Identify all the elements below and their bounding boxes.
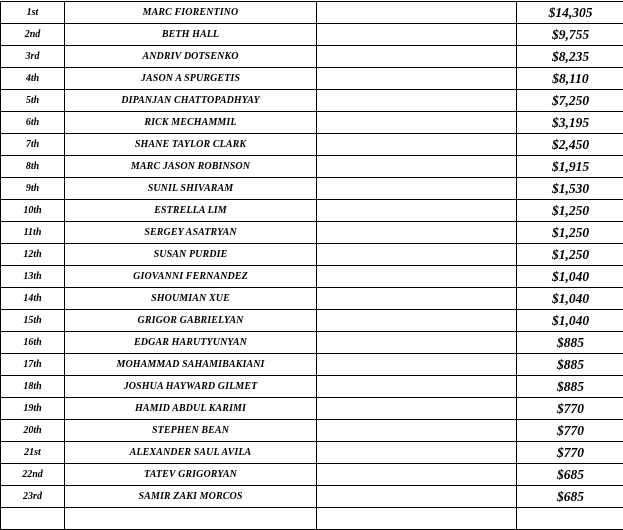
empty-cell — [317, 2, 517, 24]
table-row — [1, 244, 623, 266]
finish-place-cell: 14th — [1, 288, 65, 310]
prize-amount-cell: $885 — [517, 332, 623, 354]
table-row — [1, 420, 623, 442]
finish-place-cell: 13th — [1, 266, 65, 288]
player-name-cell: SERGEY ASATRYAN — [65, 222, 317, 244]
player-name-cell: SUNIL SHIVARAM — [65, 178, 317, 200]
table-row — [1, 354, 623, 376]
player-name-cell: ESTRELLA LIM — [65, 200, 317, 222]
finish-place-cell: 1st — [1, 2, 65, 24]
table-row — [1, 332, 623, 354]
player-name-cell: RICK MECHAMMIL — [65, 112, 317, 134]
prize-amount-cell: $8,235 — [517, 46, 623, 68]
finish-place-cell: 17th — [1, 354, 65, 376]
prize-amount-cell: $770 — [517, 398, 623, 420]
empty-cell — [317, 420, 517, 442]
player-name-cell: JASON A SPURGETIS — [65, 68, 317, 90]
empty-cell — [317, 486, 517, 508]
player-name-cell: HAMID ABDUL KARIMI — [65, 398, 317, 420]
empty-cell — [317, 376, 517, 398]
prize-amount-cell: $1,250 — [517, 222, 623, 244]
empty-cell — [317, 46, 517, 68]
table-row — [1, 134, 623, 156]
empty-cell — [317, 332, 517, 354]
table-row — [1, 46, 623, 68]
prize-amount-cell: $1,250 — [517, 244, 623, 266]
finish-place-cell: 5th — [1, 90, 65, 112]
player-name-cell: TATEV GRIGORYAN — [65, 464, 317, 486]
player-name-cell — [65, 508, 317, 530]
prize-amount-cell: $2,450 — [517, 134, 623, 156]
empty-cell — [317, 288, 517, 310]
player-name-cell: JOSHUA HAYWARD GILMET — [65, 376, 317, 398]
player-name-cell: MARC JASON ROBINSON — [65, 156, 317, 178]
empty-cell — [317, 134, 517, 156]
empty-cell — [317, 464, 517, 486]
empty-cell — [317, 442, 517, 464]
empty-cell — [317, 508, 517, 530]
player-name-cell: MARC FIORENTINO — [65, 2, 317, 24]
player-name-cell: SHOUMIAN XUE — [65, 288, 317, 310]
finish-place-cell: 3rd — [1, 46, 65, 68]
finish-place-cell: 18th — [1, 376, 65, 398]
table-row — [1, 486, 623, 508]
player-name-cell: SUSAN PURDIE — [65, 244, 317, 266]
prize-amount-cell — [517, 508, 623, 530]
empty-cell — [317, 354, 517, 376]
table-row — [1, 508, 623, 530]
payout-results-table — [0, 1, 623, 530]
empty-cell — [317, 112, 517, 134]
player-name-cell: ALEXANDER SAUL AVILA — [65, 442, 317, 464]
finish-place-cell: 22nd — [1, 464, 65, 486]
finish-place-cell: 10th — [1, 200, 65, 222]
table-row — [1, 266, 623, 288]
prize-amount-cell: $7,250 — [517, 90, 623, 112]
empty-cell — [317, 398, 517, 420]
player-name-cell: ANDRIV DOTSENKO — [65, 46, 317, 68]
table-row — [1, 156, 623, 178]
table-row — [1, 24, 623, 46]
finish-place-cell: 6th — [1, 112, 65, 134]
empty-cell — [317, 310, 517, 332]
finish-place-cell: 11th — [1, 222, 65, 244]
empty-cell — [317, 178, 517, 200]
player-name-cell: BETH HALL — [65, 24, 317, 46]
player-name-cell: GRIGOR GABRIELYAN — [65, 310, 317, 332]
finish-place-cell: 21st — [1, 442, 65, 464]
table-row — [1, 68, 623, 90]
finish-place-cell: 20th — [1, 420, 65, 442]
prize-amount-cell: $770 — [517, 420, 623, 442]
table-row — [1, 2, 623, 24]
empty-cell — [317, 222, 517, 244]
finish-place-cell: 7th — [1, 134, 65, 156]
table-row — [1, 90, 623, 112]
player-name-cell: DIPANJAN CHATTOPADHYAY — [65, 90, 317, 112]
empty-cell — [317, 90, 517, 112]
table-row — [1, 288, 623, 310]
table-row — [1, 310, 623, 332]
prize-amount-cell: $885 — [517, 354, 623, 376]
prize-amount-cell: $885 — [517, 376, 623, 398]
prize-amount-cell: $770 — [517, 442, 623, 464]
finish-place-cell: 9th — [1, 178, 65, 200]
prize-amount-cell: $8,110 — [517, 68, 623, 90]
empty-cell — [317, 266, 517, 288]
table-row — [1, 222, 623, 244]
prize-amount-cell: $14,305 — [517, 2, 623, 24]
finish-place-cell: 23rd — [1, 486, 65, 508]
player-name-cell: SAMIR ZAKI MORCOS — [65, 486, 317, 508]
empty-cell — [317, 200, 517, 222]
finish-place-cell: 4th — [1, 68, 65, 90]
prize-amount-cell: $685 — [517, 464, 623, 486]
player-name-cell: MOHAMMAD SAHAMIBAKIANI — [65, 354, 317, 376]
table-row — [1, 398, 623, 420]
player-name-cell: STEPHEN BEAN — [65, 420, 317, 442]
prize-amount-cell: $9,755 — [517, 24, 623, 46]
player-name-cell: EDGAR HARUTYUNYAN — [65, 332, 317, 354]
prize-amount-cell: $1,530 — [517, 178, 623, 200]
results-table-body — [1, 2, 623, 530]
table-row — [1, 464, 623, 486]
table-row — [1, 200, 623, 222]
prize-amount-cell: $3,195 — [517, 112, 623, 134]
prize-amount-cell: $1,040 — [517, 310, 623, 332]
prize-amount-cell: $685 — [517, 486, 623, 508]
finish-place-cell: 8th — [1, 156, 65, 178]
empty-cell — [317, 68, 517, 90]
finish-place-cell — [1, 508, 65, 530]
prize-amount-cell: $1,040 — [517, 266, 623, 288]
prize-amount-cell: $1,915 — [517, 156, 623, 178]
prize-amount-cell: $1,040 — [517, 288, 623, 310]
finish-place-cell: 12th — [1, 244, 65, 266]
finish-place-cell: 2nd — [1, 24, 65, 46]
table-row — [1, 442, 623, 464]
table-row — [1, 112, 623, 134]
finish-place-cell: 16th — [1, 332, 65, 354]
table-row — [1, 376, 623, 398]
prize-amount-cell: $1,250 — [517, 200, 623, 222]
finish-place-cell: 15th — [1, 310, 65, 332]
empty-cell — [317, 156, 517, 178]
empty-cell — [317, 244, 517, 266]
player-name-cell: GIOVANNI FERNANDEZ — [65, 266, 317, 288]
player-name-cell: SHANE TAYLOR CLARK — [65, 134, 317, 156]
finish-place-cell: 19th — [1, 398, 65, 420]
table-row — [1, 178, 623, 200]
empty-cell — [317, 24, 517, 46]
